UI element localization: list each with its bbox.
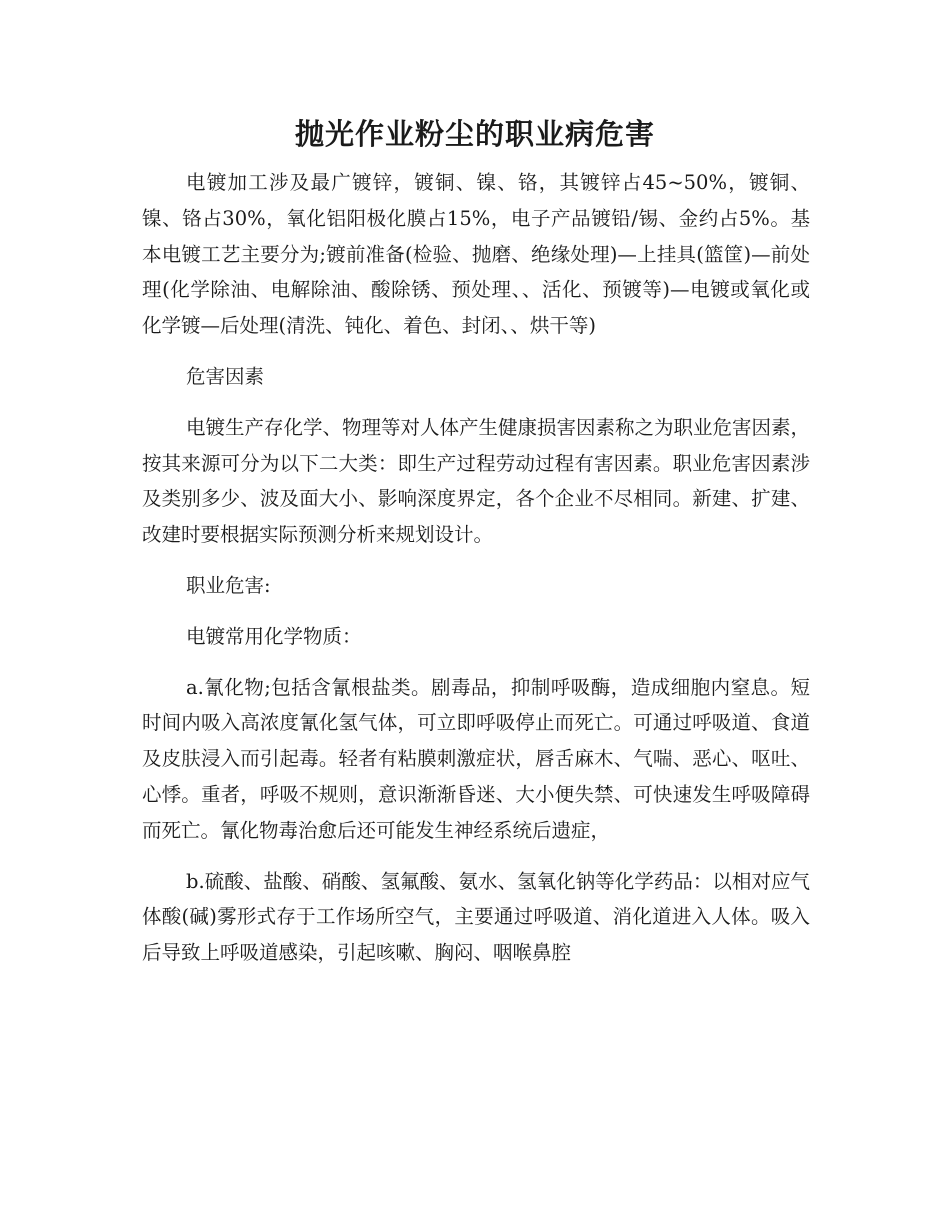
document-body: [142, 165, 810, 986]
heading-chemicals: 电镀常用化学物质：: [186, 624, 362, 648]
heading-occupational-hazards: 职业危害:: [186, 573, 271, 597]
paragraph-hazard-factors: 电镀生产存化学、物理等对人体产生健康损害因素称之为职业危害因素，按其来源可分为以下二大类：即生产过程劳动过程有害因素。职业危害因素涉及类别多少、波及面大小、影响深度界定，各个企业不尽相同。新建、扩建、改建时要根据实际预测分析来规划设计。: [142, 415, 811, 547]
paragraph-intro: 电镀加工涉及最广镀锌，镀铜、镍、铬，其镀锌占45~50%，镀铜、镍、铬占30%，氧化铝阳极化膜占15%，电子产品镀铅/锡、金约占5%。基本电镀工艺主要分为;镀前准备(检验、抛磨、绝缘处理)—上挂具(篮筐)—前处理(化学除油、电解除油、酸除锈、预处理、、活化、预镀等)—电镀或氧化或化学镀—后处理(清洗、钝化、着色、封闭、、烘干等): [142, 171, 810, 338]
paragraph-cyanide: a.氰化物;包括含氰根盐类。剧毒品，抑制呼吸酶，造成细胞内窒息。短时间内吸入高浓度氰化氢气体，可立即呼吸停止而死亡。可通过呼吸道、食道及皮肤浸入而引起毒。轻者有粘膜刺激症状，唇舌麻木、气喘、恶心、呕吐、心悸。重者，呼吸不规则，意识渐渐昏迷、大小便失禁、可快速发生呼吸障碍而死亡。氰化物毒治愈后还可能发生神经系统后遗症，: [142, 675, 810, 842]
document-title: 抛光作业粉尘的职业病危害: [294, 117, 655, 151]
heading-hazard-factors: 危害因素: [186, 364, 265, 388]
paragraph-acids: b.硫酸、盐酸、硝酸、氢氟酸、氨水、氢氧化钠等化学药品：以相对应气体酸(碱)雾形式存于工作场所空气，主要通过呼吸道、消化道进入人体。吸入后导致上呼吸道感染，引起咳嗽、胸闷、咽喉鼻腔: [142, 869, 810, 965]
